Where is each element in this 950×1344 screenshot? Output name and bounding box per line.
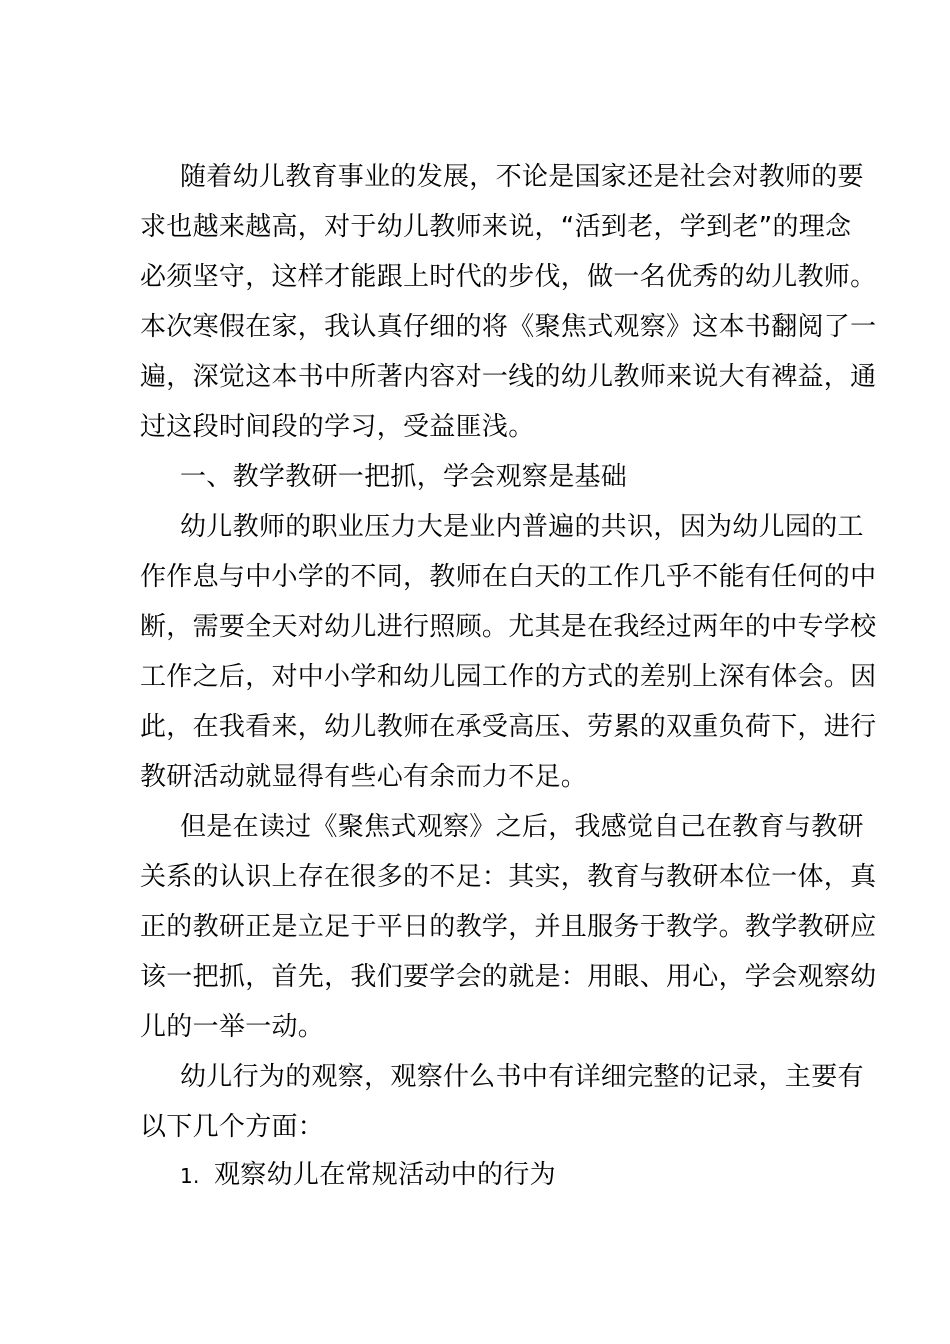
paragraph-2-line-2: 作作息与中小学的不同，教师在白天的工作几乎不能有任何的中 bbox=[140, 562, 877, 592]
section-heading-1: 一、教学教研一把抓，学会观察是基础 bbox=[180, 462, 628, 492]
paragraph-1-line-1: 随着幼儿教育事业的发展，不论是国家还是社会对教师的要 bbox=[180, 162, 864, 192]
paragraph-1-line-3: 必须坚守，这样才能跟上时代的步伐，做一名优秀的幼儿教师。 bbox=[140, 262, 877, 292]
paragraph-1-line-5: 遍，深觉这本书中所著内容对一线的幼儿教师来说大有裨益，通 bbox=[140, 362, 877, 392]
paragraph-3-line-2: 关系的认识上存在很多的不足：其实，教育与教研本位一体，真 bbox=[140, 862, 877, 892]
paragraph-3-line-3: 正的教研正是立足于平日的教学，并且服务于教学。教学教研应 bbox=[140, 912, 877, 942]
list-item-number: 1. bbox=[180, 1164, 200, 1188]
paragraph-3-line-1: 但是在读过《聚焦式观察》之后，我感觉自己在教育与教研 bbox=[180, 812, 864, 842]
paragraph-3-line-4: 该一把抓，首先，我们要学会的就是：用眼、用心，学会观察幼 bbox=[140, 962, 877, 992]
list-item-1 bbox=[180, 1150, 830, 1200]
paragraph-1-line-4: 本次寒假在家，我认真仔细的将《聚焦式观察》这本书翻阅了一 bbox=[140, 312, 877, 342]
paragraph-1-line-2: 求也越来越高，对于幼儿教师来说，“活到老，学到老”的理念 bbox=[140, 212, 852, 242]
paragraph-2-line-4: 工作之后，对中小学和幼儿园工作的方式的差别上深有体会。因 bbox=[140, 662, 877, 692]
list-item-text: 观察幼儿在常规活动中的行为 bbox=[214, 1160, 556, 1190]
paragraph-3-line-5: 儿的一举一动。 bbox=[140, 1012, 325, 1042]
paragraph-2-line-6: 教研活动就显得有些心有余而力不足。 bbox=[140, 762, 588, 792]
paragraph-2-line-1: 幼儿教师的职业压力大是业内普遍的共识，因为幼儿园的工 bbox=[180, 512, 864, 542]
paragraph-2-line-3: 断，需要全天对幼儿进行照顾。尤其是在我经过两年的中专学校 bbox=[140, 612, 877, 642]
paragraph-2-line-5: 此，在我看来，幼儿教师在承受高压、劳累的双重负荷下，进行 bbox=[140, 712, 877, 742]
paragraph-1-line-6: 过这段时间段的学习，受益匪浅。 bbox=[140, 412, 535, 442]
paragraph-4-line-2: 以下几个方面： bbox=[140, 1112, 325, 1142]
paragraph-4-line-1: 幼儿行为的观察，观察什么书中有详细完整的记录，主要有 bbox=[180, 1062, 864, 1092]
